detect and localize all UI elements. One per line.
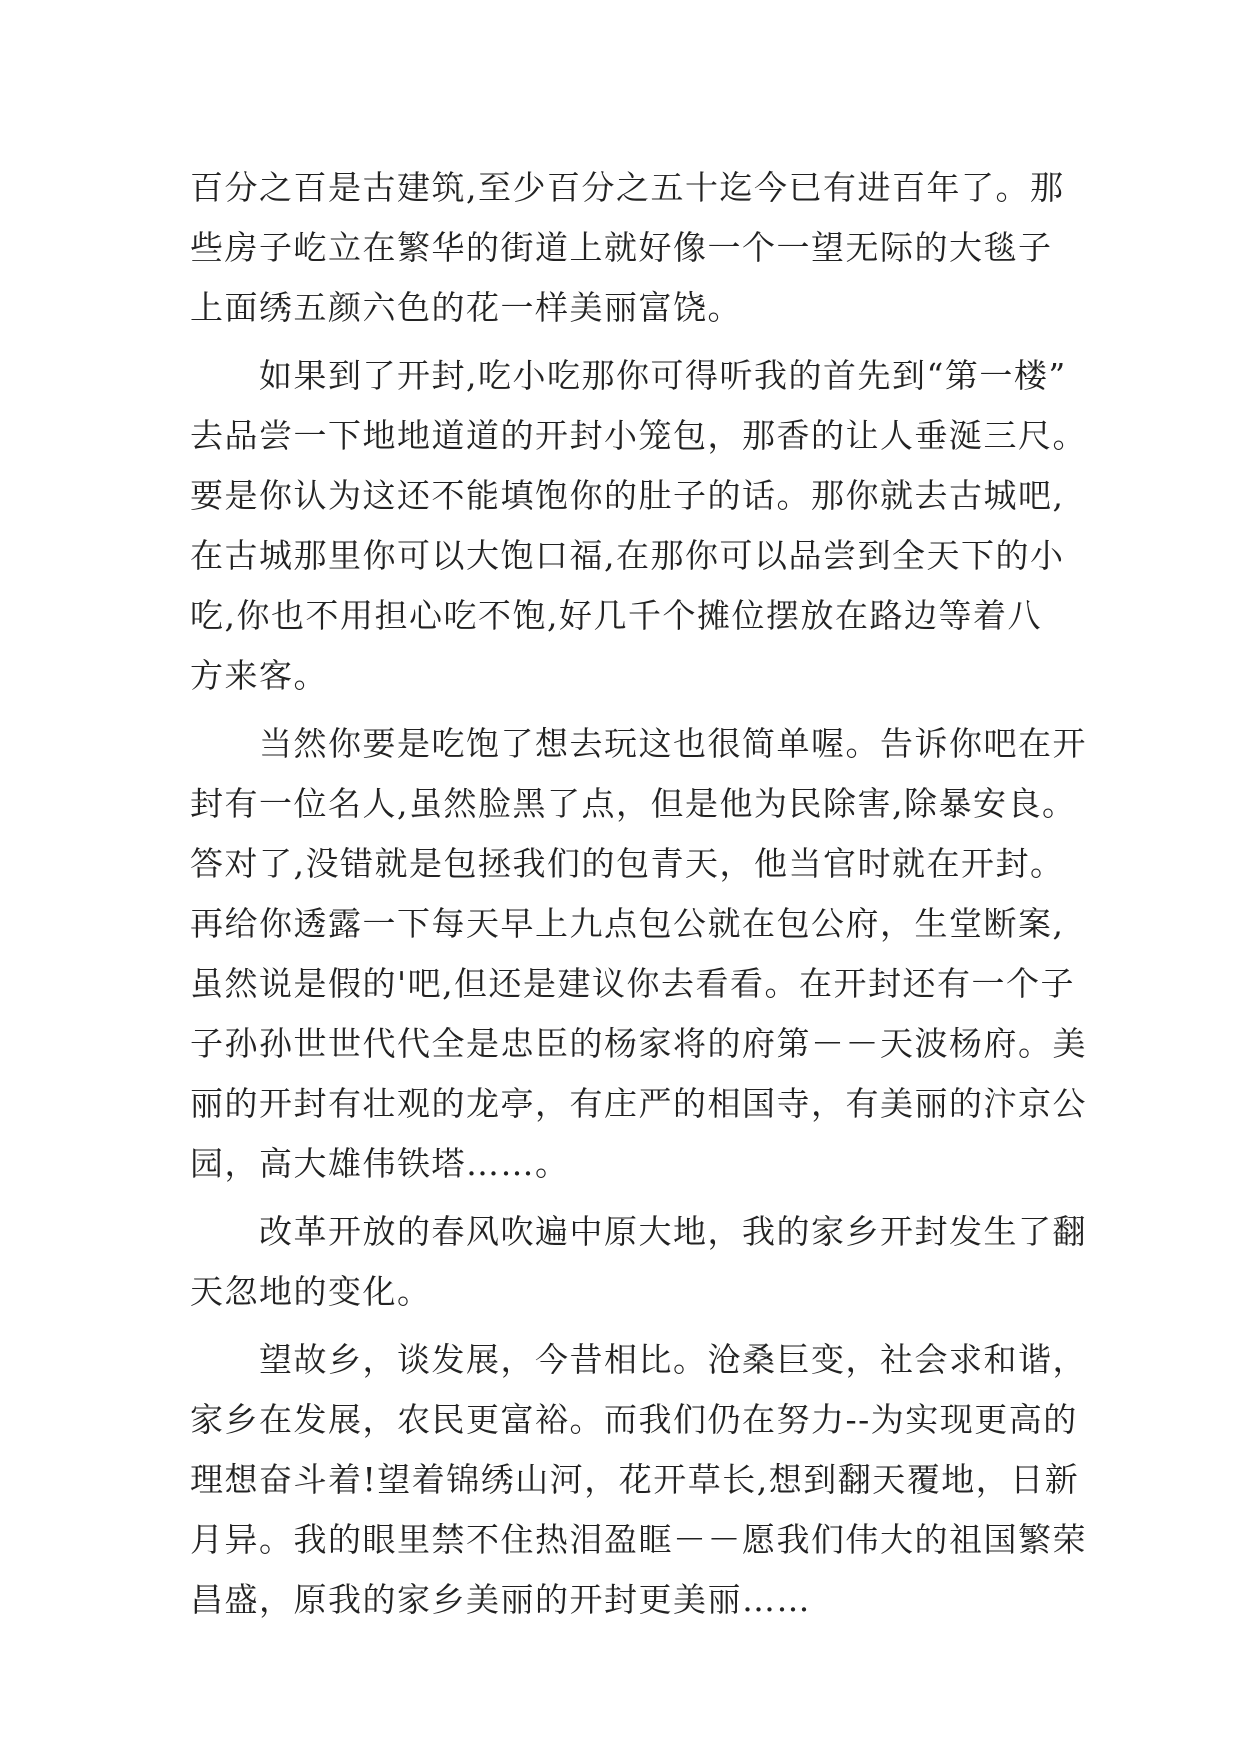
text-line: 望故乡，谈发展，今昔相比。沧桑巨变，社会求和谐， bbox=[190, 1340, 1087, 1379]
text-line: 丽的开封有壮观的龙亭，有庄严的相国寺，有美丽的汴京公 bbox=[190, 1084, 1087, 1123]
paragraph bbox=[190, 346, 1087, 706]
paragraph bbox=[190, 158, 1065, 338]
text-line: 家乡在发展，农民更富裕。而我们仍在努力--为实现更高的 bbox=[190, 1400, 1078, 1439]
text-line: 在古城那里你可以大饱口福,在那你可以品尝到全天下的小 bbox=[190, 536, 1065, 575]
paragraph bbox=[190, 1330, 1087, 1630]
text-line: 虽然说是假的'吧,但还是建议你去看看。在开封还有一个子 bbox=[190, 964, 1076, 1003]
text-line: 上面绣五颜六色的花一样美丽富饶。 bbox=[190, 288, 742, 327]
text-line: 要是你认为这还不能填饱你的肚子的话。那你就去古城吧, bbox=[190, 476, 1065, 515]
document-body bbox=[190, 158, 1087, 1630]
text-line: 月异。我的眼里禁不住热泪盈眶－－愿我们伟大的祖国繁荣 bbox=[190, 1520, 1087, 1559]
text-line: 天忽地的变化。 bbox=[190, 1272, 432, 1311]
text-line: 吃,你也不用担心吃不饱,好几千个摊位摆放在路边等着八 bbox=[190, 596, 1042, 635]
text-line: 子孙孙世世代代全是忠臣的杨家将的府第－－天波杨府。美 bbox=[190, 1024, 1087, 1063]
paragraph bbox=[190, 1202, 1087, 1322]
text-line: 改革开放的春风吹遍中原大地，我的家乡开封发生了翻 bbox=[190, 1212, 1087, 1251]
text-line: 方来客。 bbox=[190, 656, 328, 695]
text-line: 封有一位名人,虽然脸黑了点，但是他为民除害,除暴安良。 bbox=[190, 784, 1077, 823]
paragraph bbox=[190, 714, 1087, 1194]
text-line: 如果到了开封,吃小吃那你可得听我的首先到“第一楼” bbox=[190, 356, 1067, 395]
text-line: 当然你要是吃饱了想去玩这也很简单喔。告诉你吧在开 bbox=[190, 724, 1087, 763]
text-line: 去品尝一下地地道道的开封小笼包，那香的让人垂涎三尺。 bbox=[190, 416, 1087, 455]
text-line: 答对了,没错就是包拯我们的包青天，他当官时就在开封。 bbox=[190, 844, 1065, 883]
text-line: 些房子屹立在繁华的街道上就好像一个一望无际的大毯子 bbox=[190, 228, 1053, 267]
text-line: 园，高大雄伟铁塔……。 bbox=[190, 1144, 570, 1183]
text-line: 昌盛，原我的家乡美丽的开封更美丽…… bbox=[190, 1580, 811, 1619]
text-line: 再给你透露一下每天早上九点包公就在包公府，生堂断案, bbox=[190, 904, 1065, 943]
text-line: 理想奋斗着!望着锦绣山河，花开草长,想到翻天覆地，日新 bbox=[190, 1460, 1080, 1499]
text-line: 百分之百是古建筑,至少百分之五十迄今已有进百年了。那 bbox=[190, 168, 1065, 207]
